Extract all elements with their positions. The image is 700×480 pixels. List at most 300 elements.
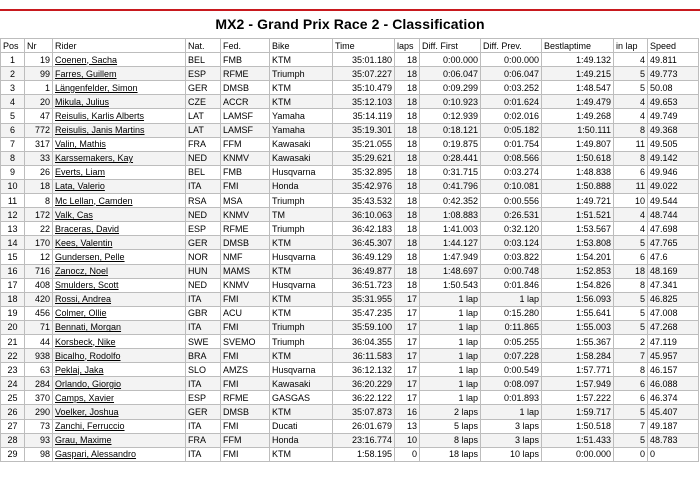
cell-nat: LAT: [186, 123, 221, 137]
cell-nr: 99: [25, 67, 53, 81]
cell-nr: 93: [25, 433, 53, 447]
cell-fed: FMB: [221, 165, 270, 179]
cell-diff-first: 1:47.949: [420, 250, 481, 264]
cell-bike: KTM: [270, 53, 333, 67]
cell-rider[interactable]: Everts, Liam: [53, 165, 186, 179]
cell-pos: 2: [1, 67, 25, 81]
cell-bike: Honda: [270, 433, 333, 447]
cell-time: 36:45.307: [333, 236, 395, 250]
cell-rider[interactable]: Farres, Guillem: [53, 67, 186, 81]
table-row: [1, 419, 699, 433]
cell-diff-first: 1 lap: [420, 363, 481, 377]
cell-laps: 18: [395, 194, 420, 208]
cell-bike: Triumph: [270, 334, 333, 348]
cell-pos: 27: [1, 419, 25, 433]
cell-nat: NOR: [186, 250, 221, 264]
cell-nat: ESP: [186, 67, 221, 81]
cell-nat: GER: [186, 405, 221, 419]
cell-bestlaptime: 1:50.618: [542, 151, 614, 165]
table-row: [1, 250, 699, 264]
cell-pos: 15: [1, 250, 25, 264]
cell-speed: 49.749: [648, 109, 699, 123]
cell-diff-first: 0:06.047: [420, 67, 481, 81]
cell-pos: 10: [1, 179, 25, 193]
cell-in-lap: 5: [614, 306, 648, 320]
cell-diff-first: 0:12.939: [420, 109, 481, 123]
cell-laps: 17: [395, 349, 420, 363]
cell-in-lap: 7: [614, 419, 648, 433]
cell-bike: Husqvarna: [270, 278, 333, 292]
cell-diff-prev: 0:03.124: [481, 236, 542, 250]
table-header-row: [1, 39, 699, 53]
cell-bestlaptime: 1:52.853: [542, 264, 614, 278]
cell-in-lap: 4: [614, 95, 648, 109]
cell-bestlaptime: 1:53.567: [542, 222, 614, 236]
cell-nat: CZE: [186, 95, 221, 109]
cell-in-lap: 7: [614, 349, 648, 363]
cell-diff-first: 1:08.883: [420, 208, 481, 222]
table-row: [1, 433, 699, 447]
cell-nr: 12: [25, 250, 53, 264]
column-header-laps: laps: [395, 39, 420, 53]
cell-diff-prev: 0:00.000: [481, 53, 542, 67]
cell-nr: 172: [25, 208, 53, 222]
cell-rider[interactable]: Karssemakers, Kay: [53, 151, 186, 165]
cell-diff-prev: 0:08.566: [481, 151, 542, 165]
cell-nr: 317: [25, 137, 53, 151]
cell-bike: Yamaha: [270, 123, 333, 137]
table-row: [1, 334, 699, 348]
cell-diff-prev: 3 laps: [481, 419, 542, 433]
cell-nr: 456: [25, 306, 53, 320]
cell-diff-prev: 0:32.120: [481, 222, 542, 236]
cell-time: 35:19.301: [333, 123, 395, 137]
cell-nr: 370: [25, 391, 53, 405]
cell-nat: ESP: [186, 222, 221, 236]
cell-nr: 170: [25, 236, 53, 250]
cell-pos: 29: [1, 447, 25, 461]
cell-in-lap: 6: [614, 250, 648, 264]
cell-pos: 13: [1, 222, 25, 236]
cell-pos: 5: [1, 109, 25, 123]
cell-diff-prev: 0:10.081: [481, 179, 542, 193]
cell-time: 36:49.877: [333, 264, 395, 278]
cell-nat: GBR: [186, 306, 221, 320]
cell-nat: BRA: [186, 349, 221, 363]
cell-pos: 26: [1, 405, 25, 419]
cell-nat: ESP: [186, 391, 221, 405]
cell-bestlaptime: 1:48.547: [542, 81, 614, 95]
cell-diff-first: 1:41.003: [420, 222, 481, 236]
cell-nat: GER: [186, 81, 221, 95]
column-header-bike: Bike: [270, 39, 333, 53]
cell-nat: BEL: [186, 53, 221, 67]
cell-bestlaptime: 1:57.949: [542, 377, 614, 391]
cell-bike: Triumph: [270, 320, 333, 334]
cell-bestlaptime: 0:00.000: [542, 447, 614, 461]
cell-pos: 4: [1, 95, 25, 109]
cell-fed: KNMV: [221, 278, 270, 292]
table-row: [1, 208, 699, 222]
cell-rider[interactable]: Rossi, Andrea: [53, 292, 186, 306]
cell-nr: 63: [25, 363, 53, 377]
cell-rider[interactable]: Reisulis, Janis Martins: [53, 123, 186, 137]
cell-bike: Ducati: [270, 419, 333, 433]
cell-bike: KTM: [270, 81, 333, 95]
cell-fed: KNMV: [221, 208, 270, 222]
cell-diff-prev: 0:01.754: [481, 137, 542, 151]
cell-laps: 18: [395, 222, 420, 236]
cell-speed: 49.187: [648, 419, 699, 433]
cell-pos: 17: [1, 278, 25, 292]
cell-bike: KTM: [270, 264, 333, 278]
cell-speed: 49.811: [648, 53, 699, 67]
cell-diff-prev: 1 lap: [481, 292, 542, 306]
cell-rider[interactable]: Reisulis, Karlis Alberts: [53, 109, 186, 123]
cell-fed: DMSB: [221, 405, 270, 419]
cell-bestlaptime: 1:48.838: [542, 165, 614, 179]
cell-rider[interactable]: Längenfelder, Simon: [53, 81, 186, 95]
cell-bike: Kawasaki: [270, 151, 333, 165]
cell-bestlaptime: 1:50.888: [542, 179, 614, 193]
cell-speed: 49.022: [648, 179, 699, 193]
cell-diff-first: 0:19.875: [420, 137, 481, 151]
cell-nat: ITA: [186, 377, 221, 391]
cell-laps: 18: [395, 278, 420, 292]
cell-rider[interactable]: Gundersen, Pelle: [53, 250, 186, 264]
cell-bike: KTM: [270, 292, 333, 306]
table-row: [1, 363, 699, 377]
cell-fed: RFME: [221, 391, 270, 405]
cell-laps: 18: [395, 264, 420, 278]
cell-diff-first: 0:41.796: [420, 179, 481, 193]
cell-in-lap: 10: [614, 194, 648, 208]
cell-nat: ITA: [186, 292, 221, 306]
cell-rider[interactable]: Camps, Xavier: [53, 391, 186, 405]
cell-rider[interactable]: Lata, Valerio: [53, 179, 186, 193]
cell-time: 35:47.235: [333, 306, 395, 320]
cell-diff-prev: 0:01.893: [481, 391, 542, 405]
cell-rider[interactable]: Valk, Cas: [53, 208, 186, 222]
cell-pos: 7: [1, 137, 25, 151]
cell-pos: 24: [1, 377, 25, 391]
cell-nr: 47: [25, 109, 53, 123]
table-row: [1, 67, 699, 81]
cell-bestlaptime: 1:55.641: [542, 306, 614, 320]
table-row: [1, 81, 699, 95]
cell-speed: 46.088: [648, 377, 699, 391]
cell-speed: 46.374: [648, 391, 699, 405]
cell-pos: 23: [1, 363, 25, 377]
column-header-pos: Pos: [1, 39, 25, 53]
cell-nat: SLO: [186, 363, 221, 377]
cell-diff-prev: 3 laps: [481, 433, 542, 447]
cell-rider[interactable]: Kees, Valentin: [53, 236, 186, 250]
table-row: [1, 222, 699, 236]
cell-in-lap: 4: [614, 222, 648, 236]
cell-nr: 20: [25, 95, 53, 109]
cell-speed: 48.744: [648, 208, 699, 222]
cell-pos: 22: [1, 349, 25, 363]
cell-time: 36:20.229: [333, 377, 395, 391]
cell-diff-first: 8 laps: [420, 433, 481, 447]
cell-rider[interactable]: Korsbeck, Nike: [53, 334, 186, 348]
cell-bike: Kawasaki: [270, 137, 333, 151]
cell-nat: NED: [186, 151, 221, 165]
cell-diff-first: 1:44.127: [420, 236, 481, 250]
cell-bike: Triumph: [270, 194, 333, 208]
cell-pos: 8: [1, 151, 25, 165]
cell-pos: 11: [1, 194, 25, 208]
cell-nr: 18: [25, 179, 53, 193]
cell-bestlaptime: 1:50.518: [542, 419, 614, 433]
cell-diff-prev: 0:03.274: [481, 165, 542, 179]
cell-fed: FFM: [221, 137, 270, 151]
cell-pos: 19: [1, 306, 25, 320]
cell-bestlaptime: 1:58.284: [542, 349, 614, 363]
cell-time: 36:22.122: [333, 391, 395, 405]
cell-fed: FMI: [221, 419, 270, 433]
cell-laps: 18: [395, 236, 420, 250]
cell-laps: 18: [395, 165, 420, 179]
cell-bike: KTM: [270, 349, 333, 363]
cell-nat: NED: [186, 278, 221, 292]
cell-rider[interactable]: Bennati, Morgan: [53, 320, 186, 334]
cell-bestlaptime: 1:56.093: [542, 292, 614, 306]
table-row: [1, 377, 699, 391]
cell-laps: 17: [395, 292, 420, 306]
cell-bike: Triumph: [270, 222, 333, 236]
cell-fed: FMI: [221, 292, 270, 306]
cell-laps: 17: [395, 363, 420, 377]
cell-bike: TM: [270, 208, 333, 222]
cell-in-lap: 4: [614, 53, 648, 67]
cell-speed: 48.169: [648, 264, 699, 278]
cell-laps: 18: [395, 250, 420, 264]
cell-fed: RFME: [221, 222, 270, 236]
header-red-line: [0, 9, 700, 11]
cell-nat: ITA: [186, 447, 221, 461]
cell-bestlaptime: 1:49.479: [542, 95, 614, 109]
table-row: [1, 447, 699, 461]
cell-diff-first: 1 lap: [420, 320, 481, 334]
cell-rider[interactable]: Coenen, Sacha: [53, 53, 186, 67]
cell-nr: 716: [25, 264, 53, 278]
cell-rider[interactable]: Braceras, David: [53, 222, 186, 236]
cell-time: 36:11.583: [333, 349, 395, 363]
cell-rider[interactable]: Orlando, Giorgio: [53, 377, 186, 391]
cell-time: 36:42.183: [333, 222, 395, 236]
cell-rider[interactable]: Mc Lellan, Camden: [53, 194, 186, 208]
cell-bike: KTM: [270, 95, 333, 109]
cell-fed: FMI: [221, 349, 270, 363]
cell-in-lap: 6: [614, 377, 648, 391]
cell-diff-prev: 1 lap: [481, 405, 542, 419]
cell-rider[interactable]: Zanchi, Ferruccio: [53, 419, 186, 433]
cell-bestlaptime: 1:49.132: [542, 53, 614, 67]
cell-bike: KTM: [270, 236, 333, 250]
cell-nat: FRA: [186, 137, 221, 151]
cell-laps: 17: [395, 391, 420, 405]
cell-in-lap: 5: [614, 236, 648, 250]
cell-speed: 46.157: [648, 363, 699, 377]
cell-diff-first: 0:18.121: [420, 123, 481, 137]
cell-bike: Kawasaki: [270, 377, 333, 391]
cell-nat: ITA: [186, 419, 221, 433]
cell-diff-first: 18 laps: [420, 447, 481, 461]
cell-fed: DMSB: [221, 236, 270, 250]
cell-fed: FFM: [221, 433, 270, 447]
cell-in-lap: 6: [614, 391, 648, 405]
cell-pos: 6: [1, 123, 25, 137]
cell-time: 36:51.723: [333, 278, 395, 292]
cell-in-lap: 4: [614, 208, 648, 222]
cell-diff-first: 1 lap: [420, 334, 481, 348]
cell-speed: 47.765: [648, 236, 699, 250]
cell-fed: MAMS: [221, 264, 270, 278]
cell-in-lap: 5: [614, 320, 648, 334]
cell-fed: ACU: [221, 306, 270, 320]
cell-time: 35:31.955: [333, 292, 395, 306]
cell-nat: FRA: [186, 433, 221, 447]
cell-time: 36:12.132: [333, 363, 395, 377]
cell-diff-prev: 0:03.822: [481, 250, 542, 264]
cell-diff-first: 1:50.543: [420, 278, 481, 292]
cell-bestlaptime: 1:59.717: [542, 405, 614, 419]
cell-pos: 28: [1, 433, 25, 447]
cell-rider[interactable]: Valin, Mathis: [53, 137, 186, 151]
cell-in-lap: 6: [614, 165, 648, 179]
cell-bestlaptime: 1:54.201: [542, 250, 614, 264]
table-row: [1, 391, 699, 405]
cell-time: 35:07.873: [333, 405, 395, 419]
cell-pos: 21: [1, 334, 25, 348]
cell-in-lap: 0: [614, 447, 648, 461]
cell-diff-prev: 0:03.252: [481, 81, 542, 95]
cell-time: 35:59.100: [333, 320, 395, 334]
cell-speed: 49.773: [648, 67, 699, 81]
table-row: [1, 278, 699, 292]
cell-speed: 49.653: [648, 95, 699, 109]
cell-laps: 18: [395, 151, 420, 165]
cell-bike: Yamaha: [270, 109, 333, 123]
table-row: [1, 151, 699, 165]
cell-bestlaptime: 1:57.222: [542, 391, 614, 405]
cell-rider[interactable]: Zanocz, Noel: [53, 264, 186, 278]
cell-nr: 1: [25, 81, 53, 95]
cell-rider[interactable]: Gaspari, Alessandro: [53, 447, 186, 461]
cell-fed: DMSB: [221, 81, 270, 95]
table-row: [1, 349, 699, 363]
cell-time: 35:01.180: [333, 53, 395, 67]
cell-fed: ACCR: [221, 95, 270, 109]
cell-rider[interactable]: Peklaj, Jaka: [53, 363, 186, 377]
cell-pos: 16: [1, 264, 25, 278]
cell-nr: 420: [25, 292, 53, 306]
cell-diff-first: 0:31.715: [420, 165, 481, 179]
cell-bestlaptime: 1:49.721: [542, 194, 614, 208]
table-row: [1, 109, 699, 123]
cell-laps: 18: [395, 137, 420, 151]
column-header-bestlaptime: Bestlaptime: [542, 39, 614, 53]
cell-rider[interactable]: Bicalho, Rodolfo: [53, 349, 186, 363]
cell-time: 35:12.103: [333, 95, 395, 109]
cell-nat: HUN: [186, 264, 221, 278]
cell-fed: AMZS: [221, 363, 270, 377]
classification-table: [0, 38, 699, 462]
cell-pos: 18: [1, 292, 25, 306]
cell-bestlaptime: 1:49.215: [542, 67, 614, 81]
cell-laps: 16: [395, 405, 420, 419]
cell-diff-first: 1 lap: [420, 292, 481, 306]
cell-in-lap: 18: [614, 264, 648, 278]
cell-fed: FMI: [221, 179, 270, 193]
cell-rider[interactable]: Voelker, Joshua: [53, 405, 186, 419]
cell-bike: KTM: [270, 405, 333, 419]
cell-nat: ITA: [186, 179, 221, 193]
cell-laps: 18: [395, 208, 420, 222]
cell-diff-first: 1 lap: [420, 377, 481, 391]
cell-rider[interactable]: Mikula, Julius: [53, 95, 186, 109]
cell-nr: 290: [25, 405, 53, 419]
cell-fed: FMI: [221, 320, 270, 334]
cell-bestlaptime: 1:51.433: [542, 433, 614, 447]
cell-diff-first: 1:48.697: [420, 264, 481, 278]
cell-rider[interactable]: Colmer, Ollie: [53, 306, 186, 320]
cell-diff-prev: 0:01.624: [481, 95, 542, 109]
cell-fed: RFME: [221, 67, 270, 81]
cell-bestlaptime: 1:54.826: [542, 278, 614, 292]
table-row: [1, 53, 699, 67]
cell-time: 36:49.129: [333, 250, 395, 264]
cell-rider[interactable]: Smulders, Scott: [53, 278, 186, 292]
cell-nr: 8: [25, 194, 53, 208]
cell-laps: 18: [395, 81, 420, 95]
cell-bike: KTM: [270, 447, 333, 461]
cell-pos: 14: [1, 236, 25, 250]
cell-laps: 17: [395, 306, 420, 320]
cell-in-lap: 5: [614, 67, 648, 81]
cell-time: 35:43.532: [333, 194, 395, 208]
cell-speed: 47.268: [648, 320, 699, 334]
cell-fed: FMI: [221, 447, 270, 461]
cell-in-lap: 5: [614, 433, 648, 447]
cell-diff-prev: 0:05.182: [481, 123, 542, 137]
table-row: [1, 194, 699, 208]
cell-in-lap: 8: [614, 123, 648, 137]
cell-in-lap: 5: [614, 405, 648, 419]
cell-laps: 18: [395, 109, 420, 123]
cell-laps: 18: [395, 95, 420, 109]
cell-bestlaptime: 1:55.367: [542, 334, 614, 348]
cell-fed: NMF: [221, 250, 270, 264]
cell-speed: 49.544: [648, 194, 699, 208]
cell-in-lap: 8: [614, 363, 648, 377]
cell-fed: LAMSF: [221, 109, 270, 123]
cell-nr: 33: [25, 151, 53, 165]
cell-time: 35:29.621: [333, 151, 395, 165]
cell-diff-first: 0:10.923: [420, 95, 481, 109]
cell-rider[interactable]: Grau, Maxime: [53, 433, 186, 447]
cell-bike: Triumph: [270, 67, 333, 81]
cell-in-lap: 11: [614, 179, 648, 193]
cell-fed: FMI: [221, 377, 270, 391]
cell-diff-prev: 10 laps: [481, 447, 542, 461]
cell-diff-first: 0:42.352: [420, 194, 481, 208]
cell-nat: NED: [186, 208, 221, 222]
cell-diff-prev: 0:15.280: [481, 306, 542, 320]
cell-diff-prev: 0:00.549: [481, 363, 542, 377]
